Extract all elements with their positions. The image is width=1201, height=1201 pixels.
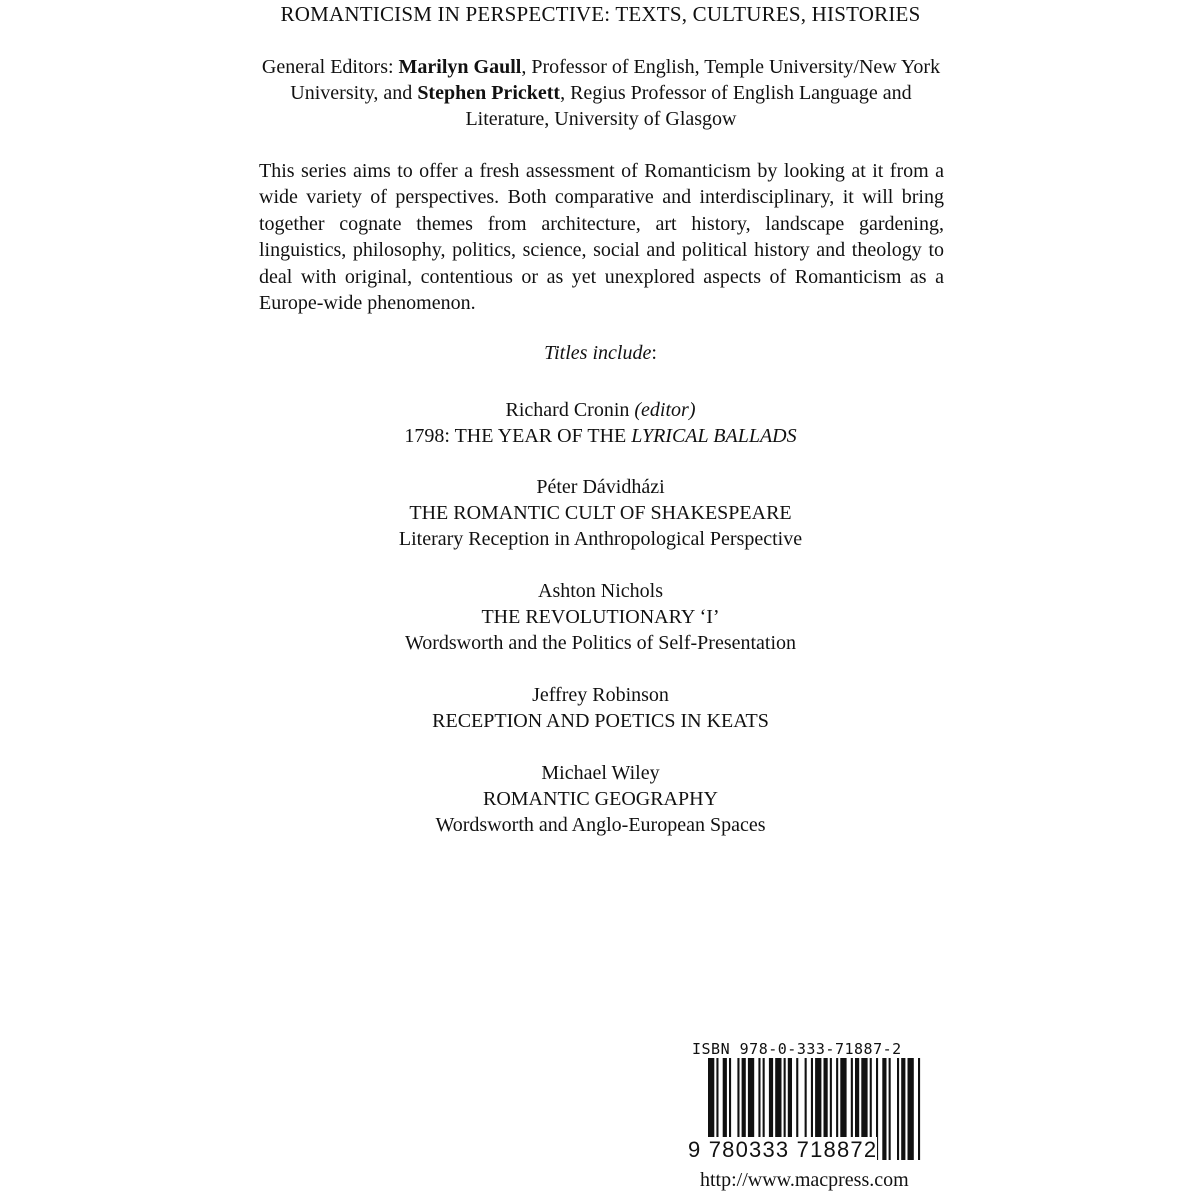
titles-include-label: Titles include [544,342,652,364]
isbn-label: ISBN 978-0-333-71887-2 [692,1040,902,1058]
book-entry-nichols [0,578,1201,656]
barcode-digits: 9 780333 718872 [688,1137,878,1162]
barcode-bar [897,1058,899,1160]
editor-role-gaull: , Professor of English, Temple University/New York University, and [290,56,941,104]
book-title: THE ROMANTIC CULT OF SHAKESPEARE [409,502,792,524]
series-description: This series aims to offer a fresh assessment of Romanticism by looking at it from a wide variety of perspectives. Both comparative and interdisciplinary, it will bring together cognate themes from architecture, art history, landscape gardening, linguistics, philosophy, politics, science, social and political history and theology to deal with original, contentious or as yet unexplored aspects of Romanticism as a Europe-wide phenomenon. [259,160,944,315]
barcode-bar [918,1058,920,1160]
general-editors [255,54,947,132]
book-title: THE REVOLUTIONARY ‘I’ [481,606,720,628]
book-title: ROMANTIC GEOGRAPHY [482,788,718,810]
book-subtitle: Wordsworth and Anglo-European Spaces [435,814,766,836]
barcode-bar [889,1058,891,1160]
book-author [0,397,1201,423]
book-title-prefix: 1798: THE YEAR OF THE [404,425,632,447]
editor-role-prickett: , Regius Professor of English Language and Literature, University of Glasgow [465,82,912,130]
book-subtitle: Literary Reception in Anthropological Perspective [398,528,803,550]
barcode-bar [901,1058,905,1160]
book-author: Ashton Nichols [538,580,663,602]
book-author: Péter Dávidházi [536,476,665,498]
book-subtitle: Wordsworth and the Politics of Self-Presentation [404,632,797,654]
book-author-note: (editor) [634,399,696,421]
book-entry-cronin [0,397,1201,449]
book-author-name: Richard Cronin [505,399,630,421]
publisher-url: http://www.macpress.com [700,1169,909,1191]
series-title: ROMANTICISM IN PERSPECTIVE: TEXTS, CULTURES, HISTORIES [280,2,921,26]
isbn-barcode-block [688,1040,928,1170]
editor-name-prickett: Stephen Prickett [417,82,561,104]
book-entry-davidhazi [0,474,1201,552]
titles-include-heading [0,342,1201,365]
book-title: RECEPTION AND POETICS IN KEATS [432,710,769,732]
book-author: Michael Wiley [541,762,660,784]
book-title [0,423,1201,449]
book-author: Jeffrey Robinson [532,684,669,706]
book-entry-robinson [0,682,1201,734]
barcode-bar [908,1058,914,1160]
editor-name-gaull: Marilyn Gaull [398,56,522,78]
editors-prefix: General Editors: [261,56,399,78]
book-title-italic: LYRICAL BALLADS [631,425,797,447]
barcode-bar [882,1058,886,1160]
book-entry-wiley [0,760,1201,838]
titles-include-colon: : [651,342,657,364]
